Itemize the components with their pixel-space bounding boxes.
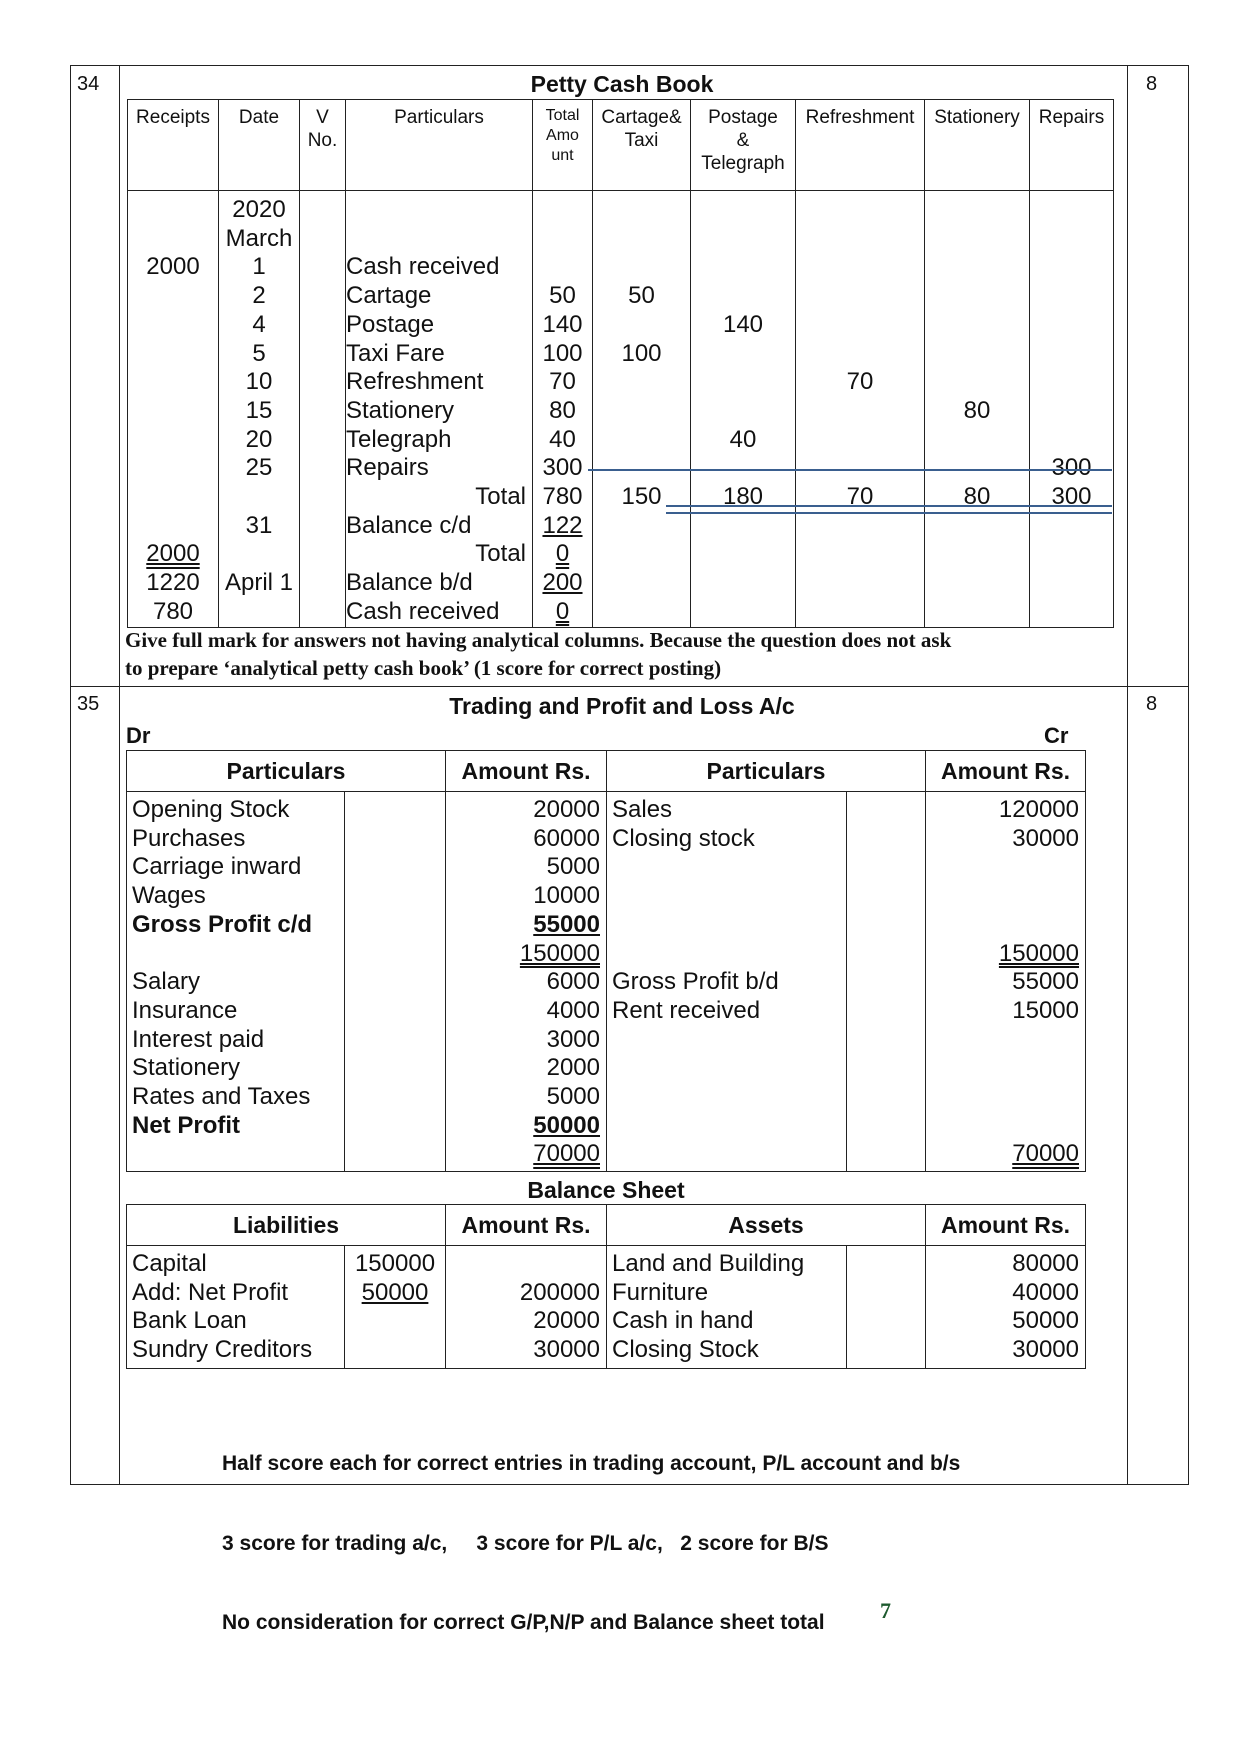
repairs-column: 300 300 [1030, 191, 1114, 628]
liabilities-amount-column: 200000 20000 30000 [446, 1246, 607, 1369]
credit-amount-column: 120000 30000 150000 55000 15000 70000 [926, 792, 1086, 1172]
header-assets: Assets [607, 1205, 926, 1246]
assets-inner-column [847, 1246, 926, 1369]
postage-telegraph-column: 140 40 180 [691, 191, 796, 628]
question-number-34: 34 [77, 73, 100, 95]
stationery-column: 80 80 [925, 191, 1030, 628]
header-receipts: Receipts [128, 100, 219, 191]
petty-cash-book-title: Petty Cash Book [530, 71, 714, 97]
liabilities-sub-column: 150000 50000 [345, 1246, 446, 1369]
petty-cash-note: Give full mark for answers not having analytical columns. Because the question does not ask to prepare ‘analytical petty cash book’ (1 score for correct posting) [125, 628, 952, 680]
header-particulars: Particulars [346, 100, 533, 191]
question-number-35: 35 [77, 693, 100, 715]
liabilities-column: Capital Add: Net Profit Bank Loan Sundry Creditors [127, 1246, 345, 1369]
total-amount-column: 50 140 100 70 80 40 300 780 122 0 200 0 [533, 191, 593, 628]
cartage-taxi-column: 50 100 150 [593, 191, 691, 628]
number-column-divider [119, 66, 120, 1484]
trading-pl-title: Trading and Profit and Loss A/c [449, 693, 795, 719]
blue-double-rule-top [666, 505, 1112, 507]
marks-35: 8 [1146, 693, 1158, 715]
debit-particulars-column: Opening Stock Purchases Carriage inward Wages Gross Profit c/d Salary Insurance Interest paid Stationery Rates and Taxes Net Profit [127, 792, 345, 1172]
header-liabilities: Liabilities [127, 1205, 446, 1246]
header-voucher-no: V No. [300, 100, 346, 191]
trading-pl-table [126, 750, 1086, 1172]
credit-inner-column [847, 792, 926, 1172]
header-dr-amount: Amount Rs. [446, 751, 607, 792]
header-dr-particulars: Particulars [127, 751, 446, 792]
blue-double-rule-bottom [666, 512, 1112, 514]
voucher-column [300, 191, 346, 628]
header-liabilities-amount: Amount Rs. [446, 1205, 607, 1246]
page-number: 7 [880, 1598, 891, 1623]
debit-amount-column: 20000 60000 5000 10000 55000 150000 6000 4000 3000 2000 5000 50000 70000 [446, 792, 607, 1172]
question-divider [71, 686, 1188, 687]
header-repairs: Repairs [1030, 100, 1114, 191]
petty-cash-header-row [128, 100, 1114, 191]
credit-particulars-column: Sales Closing stock Gross Profit b/d Rent received [607, 792, 847, 1172]
assets-amount-column: 80000 40000 50000 30000 [926, 1246, 1086, 1369]
header-postage-telegraph: Postage & Telegraph [691, 100, 796, 191]
marks-34: 8 [1146, 73, 1158, 95]
petty-cash-book-table [127, 99, 1114, 628]
scoring-guidelines: Half score each for correct entries in trading account, P/L account and b/s 3 score for trading a/c, 3 score for P/L a/c, 2 score for B/S No consideration for correct G/P,N/P and Balance sheet total [222, 1452, 961, 1634]
header-stationery: Stationery [925, 100, 1030, 191]
assets-column: Land and Building Furniture Cash in hand Closing Stock [607, 1246, 847, 1369]
receipts-column: 2000 2000 1220 780 [128, 191, 219, 628]
refreshment-column: 70 70 [796, 191, 925, 628]
debit-label: Dr [126, 723, 151, 748]
balance-sheet-table [126, 1204, 1086, 1369]
debit-inner-column [345, 792, 446, 1172]
header-assets-amount: Amount Rs. [926, 1205, 1086, 1246]
header-cr-amount: Amount Rs. [926, 751, 1086, 792]
date-column: 2020 March 1 2 4 5 10 15 20 25 31 April 1 [219, 191, 300, 628]
header-cr-particulars: Particulars [607, 751, 926, 792]
marks-column-divider [1127, 66, 1128, 1484]
header-total-amount: Total Amo unt [533, 100, 593, 191]
header-refreshment: Refreshment [796, 100, 925, 191]
header-date: Date [219, 100, 300, 191]
credit-label: Cr [1044, 723, 1069, 748]
particulars-column: Cash received Cartage Postage Taxi Fare Refreshment Stationery Telegraph Repairs Total Balance c/d Total Balance b/d Cash received [346, 191, 533, 628]
balance-sheet-title: Balance Sheet [527, 1177, 685, 1203]
header-cartage-taxi: Cartage& Taxi [593, 100, 691, 191]
blue-total-rule [588, 469, 1112, 471]
